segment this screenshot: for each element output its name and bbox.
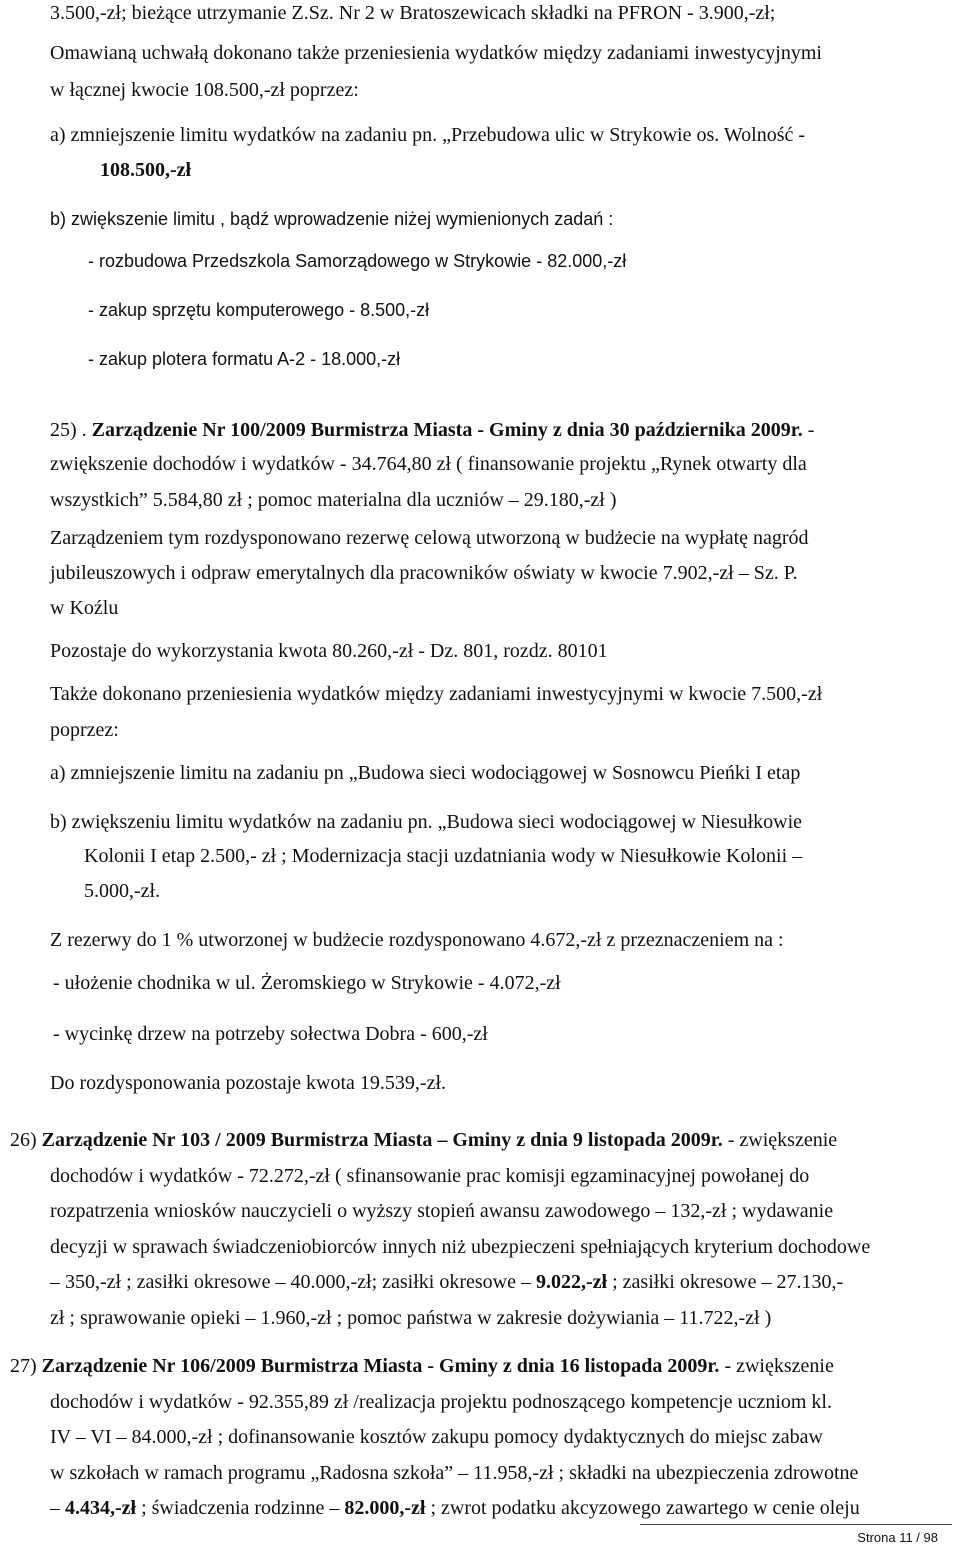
text-line: poprzez:	[50, 719, 119, 741]
text-line: 5.000,-zł.	[84, 880, 161, 902]
page-number: Strona 11 / 98	[857, 1530, 938, 1545]
text-line: a) zmniejszenie limitu wydatków na zadaniu pn. „Przebudowa ulic w Strykowie os. Wolność -	[50, 124, 806, 146]
list-item: - ułożenie chodnika w ul. Żeromskiego w Strykowie - 4.072,-zł	[53, 972, 561, 994]
text-line: Także dokonano przeniesienia wydatków między zadaniami inwestycyjnymi w kwocie 7.500,-zł	[50, 683, 823, 705]
text-line: dochodów i wydatków - 72.272,-zł ( sfinansowanie prac komisji egzaminacyjnej powołanej do	[50, 1165, 810, 1187]
text-line: 3.500,-zł; bieżące utrzymanie Z.Sz. Nr 2 w Bratoszewicach składki na PFRON - 3.900,-zł;	[50, 2, 776, 24]
list-item: a) zmniejszenie limitu na zadaniu pn „Budowa sieci wodociągowej w Sosnowcu Pieńki I etap	[50, 762, 801, 784]
text-line: decyzji w sprawach świadczeniobiorców innych niż ubezpieczeni spełniających kryterium dochodowe	[50, 1236, 871, 1258]
text-line: b) zwiększenie limitu , bądź wprowadzenie niżej wymienionych zadań :	[50, 209, 614, 229]
text-line: zł ; sprawowanie opieki – 1.960,-zł ; pomoc państwa w zakresie dożywiania – 11.722,-zł )	[50, 1307, 772, 1329]
section-heading: 26) Zarządzenie Nr 103 / 2009 Burmistrza Miasta – Gminy z dnia 9 listopada 2009r. - zwiększenie	[10, 1129, 838, 1151]
text-line: rozpatrzenia wniosków nauczycieli o wyższy stopień awansu zawodowego – 132,-zł ; wydawanie	[50, 1200, 834, 1222]
list-item: - rozbudowa Przedszkola Samorządowego w Strykowie - 82.000,-zł	[88, 251, 627, 271]
text-line: dochodów i wydatków - 92.355,89 zł /realizacja projektu podnoszącego kompetencje uczniom kl.	[50, 1391, 832, 1413]
text-line: w łącznej kwocie 108.500,-zł poprzez:	[50, 79, 359, 101]
section-heading: 27) Zarządzenie Nr 106/2009 Burmistrza Miasta - Gminy z dnia 16 listopada 2009r. - zwiększenie	[10, 1355, 834, 1377]
text-line: Omawianą uchwałą dokonano także przeniesienia wydatków między zadaniami inwestycyjnymi	[50, 42, 822, 64]
section-heading: 25) . Zarządzenie Nr 100/2009 Burmistrza Miasta - Gminy z dnia 30 października 2009r. -	[50, 419, 815, 441]
text-line: Zarządzeniem tym rozdysponowano rezerwę celową utworzoną w budżecie na wypłatę nagród	[50, 527, 809, 549]
list-item: - zakup sprzętu komputerowego - 8.500,-zł	[88, 300, 430, 320]
text-line: IV – VI – 84.000,-zł ; dofinansowanie kosztów zakupu pomocy dydaktycznych do miejsc zabaw	[50, 1426, 823, 1448]
text-line: 108.500,-zł	[100, 159, 192, 181]
text-line: Do rozdysponowania pozostaje kwota 19.539,-zł.	[50, 1072, 447, 1094]
text-line: – 4.434,-zł ; świadczenia rodzinne – 82.000,-zł ; zwrot podatku akcyzowego zawartego w cenie oleju	[50, 1497, 860, 1519]
text-line: jubileuszowych i odpraw emerytalnych dla pracowników oświaty w kwocie 7.902,-zł – Sz. P.	[50, 562, 798, 584]
list-item: b) zwiększeniu limitu wydatków na zadaniu pn. „Budowa sieci wodociągowej w Niesułkowie	[50, 811, 803, 833]
text-line: w szkołach w ramach programu „Radosna szkoła” – 11.958,-zł ; składki na ubezpieczenia zdrowotne	[50, 1462, 859, 1484]
text-line: – 350,-zł ; zasiłki okresowe – 40.000,-zł; zasiłki okresowe – 9.022,-zł ; zasiłki okresowe – 27.130,-	[50, 1271, 844, 1293]
text-line: zwiększenie dochodów i wydatków - 34.764,80 zł ( finansowanie projektu „Rynek otwarty dla	[50, 453, 807, 475]
text-line: w Koźlu	[50, 597, 119, 619]
text-line: Kolonii I etap 2.500,- zł ; Modernizacja stacji uzdatniania wody w Niesułkowie Kolonii –	[84, 845, 803, 867]
text-line: wszystkich” 5.584,80 zł ; pomoc materialna dla uczniów – 29.180,-zł )	[50, 489, 617, 511]
list-item: - zakup plotera formatu A-2 - 18.000,-zł	[88, 349, 401, 369]
text-line: Pozostaje do wykorzystania kwota 80.260,-zł - Dz. 801, rozdz. 80101	[50, 640, 608, 662]
footer-divider	[640, 1524, 952, 1525]
text-line: Z rezerwy do 1 % utworzonej w budżecie rozdysponowano 4.672,-zł z przeznaczeniem na :	[50, 929, 784, 951]
list-item: - wycinkę drzew na potrzeby sołectwa Dobra - 600,-zł	[53, 1023, 488, 1045]
